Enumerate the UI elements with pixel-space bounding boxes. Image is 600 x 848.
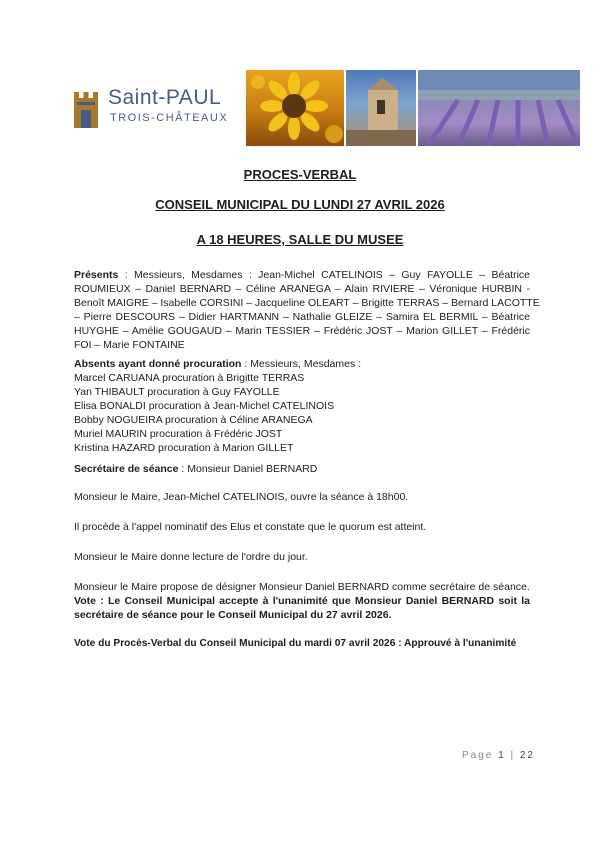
castle-tower-icon xyxy=(72,88,100,128)
church-tower-photo xyxy=(346,70,416,146)
paragraph-appel: Il procède à l'appel nominatif des Elus et constate que le quorum est atteint. xyxy=(74,521,427,533)
paragraph-lecture: Monsieur le Maire donne lecture de l'ordre du jour. xyxy=(74,551,308,563)
presents-line-2: ROUMIEUX – Daniel BERNARD – Céline ARANEGA – Alain RIVIERE – Véronique HURBIN - xyxy=(74,283,530,295)
lavender-image xyxy=(418,70,580,146)
vote-secretaire-line-1: Vote : Le Conseil Municipal accepte à l'unanimité que Monsieur Daniel BERNARD soit la xyxy=(74,595,530,607)
sunflower-image xyxy=(246,70,344,146)
presents-line-6: FOI – Marie FONTAINE xyxy=(74,339,185,351)
tower-image xyxy=(346,70,416,146)
paragraph-ouverture: Monsieur le Maire, Jean-Michel CATELINOIS, ouvre la séance à 18h00. xyxy=(74,491,409,503)
header-banner xyxy=(68,70,580,146)
page-number: Page 1 | 22 xyxy=(462,750,535,761)
procuration-4: Bobby NOGUEIRA procuration à Céline ARANEGA xyxy=(74,414,313,426)
procuration-1: Marcel CARUANA procuration à Brigitte TERRAS xyxy=(74,372,305,384)
city-logo xyxy=(68,84,238,134)
presents-line-4: – Pierre DESCOURS – Didier HARTMANN – Nathalie GLEIZE – Samira EL BERMIL – Béatrice xyxy=(74,311,530,323)
secretaire-seance: Secrétaire de séance : Monsieur Daniel BERNARD xyxy=(74,463,318,475)
logo-title: Saint-PAUL xyxy=(108,86,222,109)
absents-heading: Absents ayant donné procuration : Messieurs, Mesdames : xyxy=(74,358,362,370)
presents-line-1: Présents : Messieurs, Mesdames : Jean-Michel CATELINOIS – Guy FAYOLLE – Béatrice xyxy=(74,269,530,281)
title-proces-verbal: PROCES-VERBAL xyxy=(243,167,357,182)
title-heure-lieu: A 18 HEURES, SALLE DU MUSEE xyxy=(196,232,404,247)
paragraph-proposition: Monsieur le Maire propose de désigner Monsieur Daniel BERNARD comme secrétaire de séance. xyxy=(74,581,530,593)
vote-secretaire-line-2: secrétaire de séance pour le Conseil Municipal du 27 avril 2026. xyxy=(74,609,392,621)
secretaire-label: Secrétaire de séance xyxy=(74,463,179,475)
procuration-3: Elisa BONALDI procuration à Jean-Michel CATELINOIS xyxy=(74,400,335,412)
procuration-5: Muriel MAURIN procuration à Frédéric JOST xyxy=(74,428,283,440)
lavender-field-photo xyxy=(418,70,580,146)
procuration-2: Yan THIBAULT procuration à Guy FAYOLLE xyxy=(74,386,280,398)
title-conseil-municipal: CONSEIL MUNICIPAL DU LUNDI 27 AVRIL 2026 xyxy=(155,197,445,212)
presents-label: Présents xyxy=(74,269,119,281)
absents-label: Absents ayant donné procuration xyxy=(74,358,242,370)
sunflower-photo xyxy=(246,70,344,146)
vote-proces-verbal: Vote du Procès-Verbal du Conseil Municipal du mardi 07 avril 2026 : Approuvé à l'unanimité xyxy=(74,638,517,649)
presents-line-5: HUYGHE – Amélie GOUGAUD – Marin TESSIER – Frédéric JOST – Marion GILLET – Frédéric xyxy=(74,325,530,337)
logo-subtitle: TROIS-CHÂTEAUX xyxy=(110,112,229,124)
procuration-6: Kristina HAZARD procuration à Marion GILLET xyxy=(74,442,294,454)
presents-line-3: Benoît MAIGRE – Isabelle CORSINI – Jacqueline OLEART – Brigitte TERRAS – Bernard LACOTTE xyxy=(74,297,540,309)
